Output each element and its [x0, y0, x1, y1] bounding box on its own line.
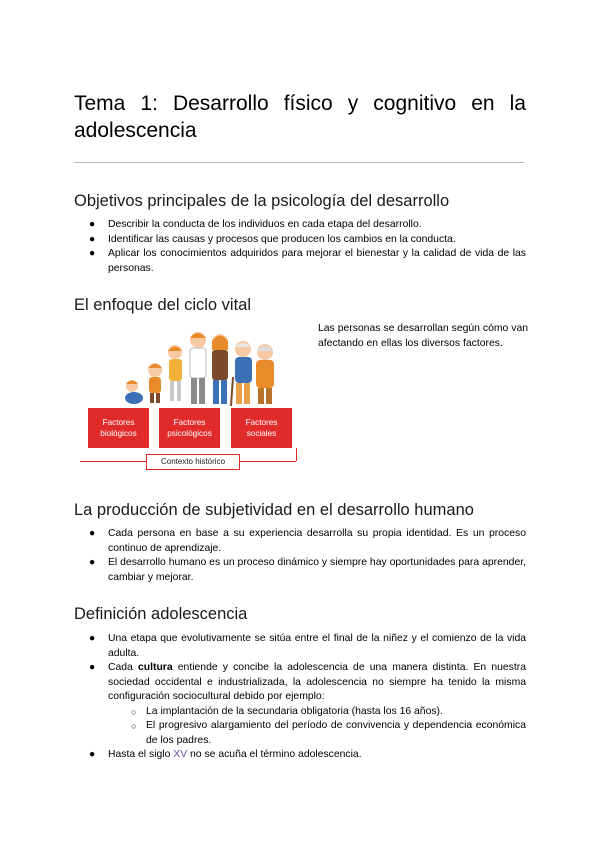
factor-box-social: Factores sociales	[231, 408, 292, 448]
sub-bullet-icon: ○	[131, 721, 137, 731]
sub-list-item: ○ El progresivo alargamiento del período de convivencia y dependencia económica de los padres.	[131, 720, 526, 746]
bullet-icon: ●	[89, 248, 96, 259]
heading-definicion: Definición adolescencia	[74, 605, 248, 623]
adult-figure	[212, 334, 228, 404]
list-item: ● Cada cultura entiende y concibe la adolescencia de una manera distinta. En nuestra sociedad occidental e industrializada, la adolescencia no siempre ha tenido la misma configuración sociocultural debido por ejemplo: ○ La implantación de la secundaria obligatoria (hasta los 16 años). ○ El progresivo alargamiento del período de convivencia y dependencia económica de los padres.	[74, 661, 526, 748]
elderly-figure	[231, 341, 252, 406]
context-label: Contexto histórico	[146, 454, 240, 470]
list-item: ● Aplicar los conocimientos adquiridos para mejorar el bienestar y la calidad de vida de las personas.	[89, 248, 526, 274]
document-title: Tema 1: Desarrollo físico y cognitivo en la adolescencia	[74, 92, 526, 142]
title-divider	[74, 162, 524, 163]
sub-list	[108, 705, 526, 749]
bold-term: cultura	[137, 662, 173, 673]
baby-figure	[125, 380, 143, 404]
bullet-icon: ●	[89, 749, 96, 760]
factor-box-psychological: Factores psicológicos	[159, 408, 220, 448]
bullet-icon: ●	[89, 233, 96, 245]
highlight-term: XV	[173, 749, 188, 760]
adult-figure	[190, 332, 206, 404]
bullet-icon: ●	[89, 219, 96, 230]
list-item: ● Identificar las causas y procesos que producen los cambios en la conducta.	[74, 233, 526, 248]
enfoque-text: Las personas se desarrollan según cómo van afectando en ellas los diversos factores.	[318, 323, 528, 349]
list-item: ● Cada persona en base a su experiencia desarrolla su propia identidad. Es un proceso continuo de aprendizaje.	[89, 528, 526, 554]
list-subjetividad	[74, 527, 526, 585]
heading-enfoque: El enfoque del ciclo vital	[74, 296, 252, 314]
list-definicion	[74, 632, 526, 763]
heading-objetivos: Objetivos principales de la psicología del desarrollo	[74, 192, 450, 210]
bullet-icon: ●	[89, 633, 96, 644]
child-figure	[148, 363, 162, 403]
bullet-icon: ●	[89, 528, 96, 539]
sub-list-item: ○ La implantación de la secundaria obligatoria (hasta los 16 años).	[108, 705, 526, 720]
elderly-figure	[256, 344, 274, 404]
list-objetivos	[74, 218, 526, 276]
child-figure	[168, 345, 182, 401]
context-bracket	[291, 448, 297, 461]
heading-subjetividad: La producción de subjetividad en el desarrollo humano	[74, 501, 474, 519]
bullet-icon: ●	[89, 662, 96, 673]
list-item: ● Una etapa que evolutivamente se sitúa entre el final de la niñez y el comienzo de la vida adulta.	[89, 633, 526, 659]
sub-bullet-icon: ○	[131, 706, 137, 717]
list-item: ● Hasta el siglo XV no se acuña el término adolescencia.	[74, 748, 526, 763]
list-item: ● Describir la conducta de los individuos en cada etapa del desarrollo.	[74, 218, 526, 233]
list-item: ● El desarrollo humano es un proceso dinámico y siempre hay oportunidades para aprender, cambiar y mejorar.	[89, 557, 526, 583]
family-illustration	[80, 322, 300, 408]
bullet-icon: ●	[89, 557, 96, 568]
factor-box-biological: Factores biológicos	[88, 408, 149, 448]
life-cycle-figure	[80, 322, 300, 470]
